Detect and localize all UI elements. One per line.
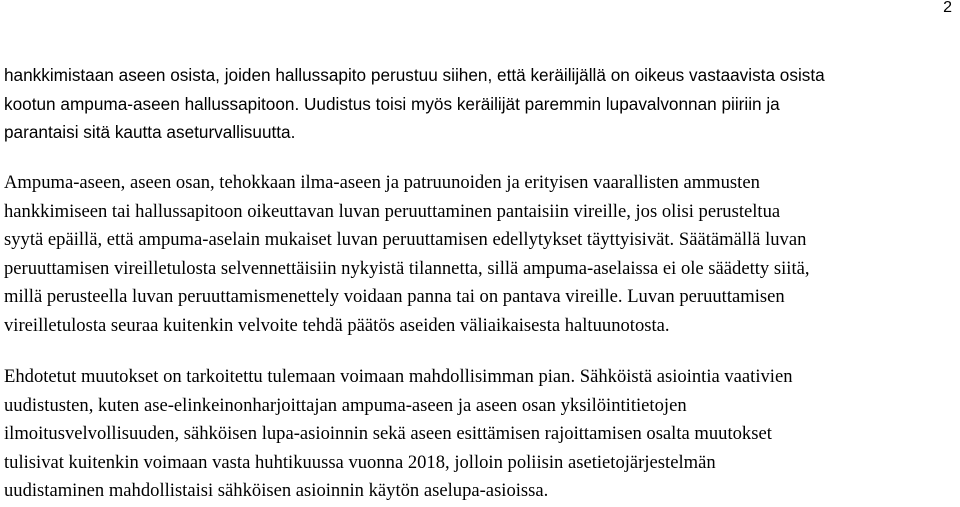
text-line: hankkimistaan aseen osista, joiden hallussapito perustuu siihen, että keräilijällä on oikeus vastaavista osista [4,65,825,85]
text-line: tulisivat kuitenkin voimaan vasta huhtikuussa vuonna 2018, jolloin poliisin asetietojärjestelmän [4,451,716,473]
text-line: ilmoitusvelvollisuuden, sähköisen lupa-asioinnin sekä aseen esittämisen rajoittamisen osalta muutokset [4,423,772,445]
text-line: uudistusten, kuten ase-elinkeinonharjoittajan ampuma-aseen ja aseen osan yksilöintitietojen [4,394,687,416]
text-line: vireilletulosta seuraa kuitenkin velvoite tehdä päätös aseiden väliaikaisesta haltuunotosta. [4,314,670,336]
text-line: kootun ampuma-aseen hallussapitoon. Uudistus toisi myös keräilijät paremmin lupavalvonnan piiriin ja [4,93,780,114]
text-line: Ampuma-aseen, aseen osan, tehokkaan ilma-aseen ja patruunoiden ja erityisen vaarallisten ammusten [4,172,760,193]
text-line: Ehdotetut muutokset on tarkoitettu tulemaan voimaan mahdollisimman pian. Sähköistä asiointia vaativien [4,366,793,387]
page-number: 2 [943,0,952,16]
text-line: hankkimiseen tai hallussapitoon oikeuttavan luvan peruuttaminen pantaisiin vireille, jos olisi perusteltua [4,200,781,222]
paragraph-2 [4,169,810,341]
paragraph-1 [4,61,825,147]
text-line: parantaisi sitä kautta aseturvallisuutta. [4,122,296,143]
text-line: uudistaminen mahdollistaisi sähköisen asioinnin käytön aselupa-asioissa. [4,480,549,502]
text-line: peruuttamisen vireilletulosta selvennettäisiin nykyistä tilannetta, sillä ampuma-aselaissa ei ole säädetty siitä, [4,257,810,279]
paragraph-3 [4,363,793,506]
text-line: syytä epäillä, että ampuma-aselain mukaiset luvan peruuttamisen edellytykset täyttyisivät. Säätämällä luvan [4,229,807,251]
text-line: millä perusteella luvan peruuttamismenettely voidaan panna tai on pantava vireille. Luvan peruuttamisen [4,286,785,308]
